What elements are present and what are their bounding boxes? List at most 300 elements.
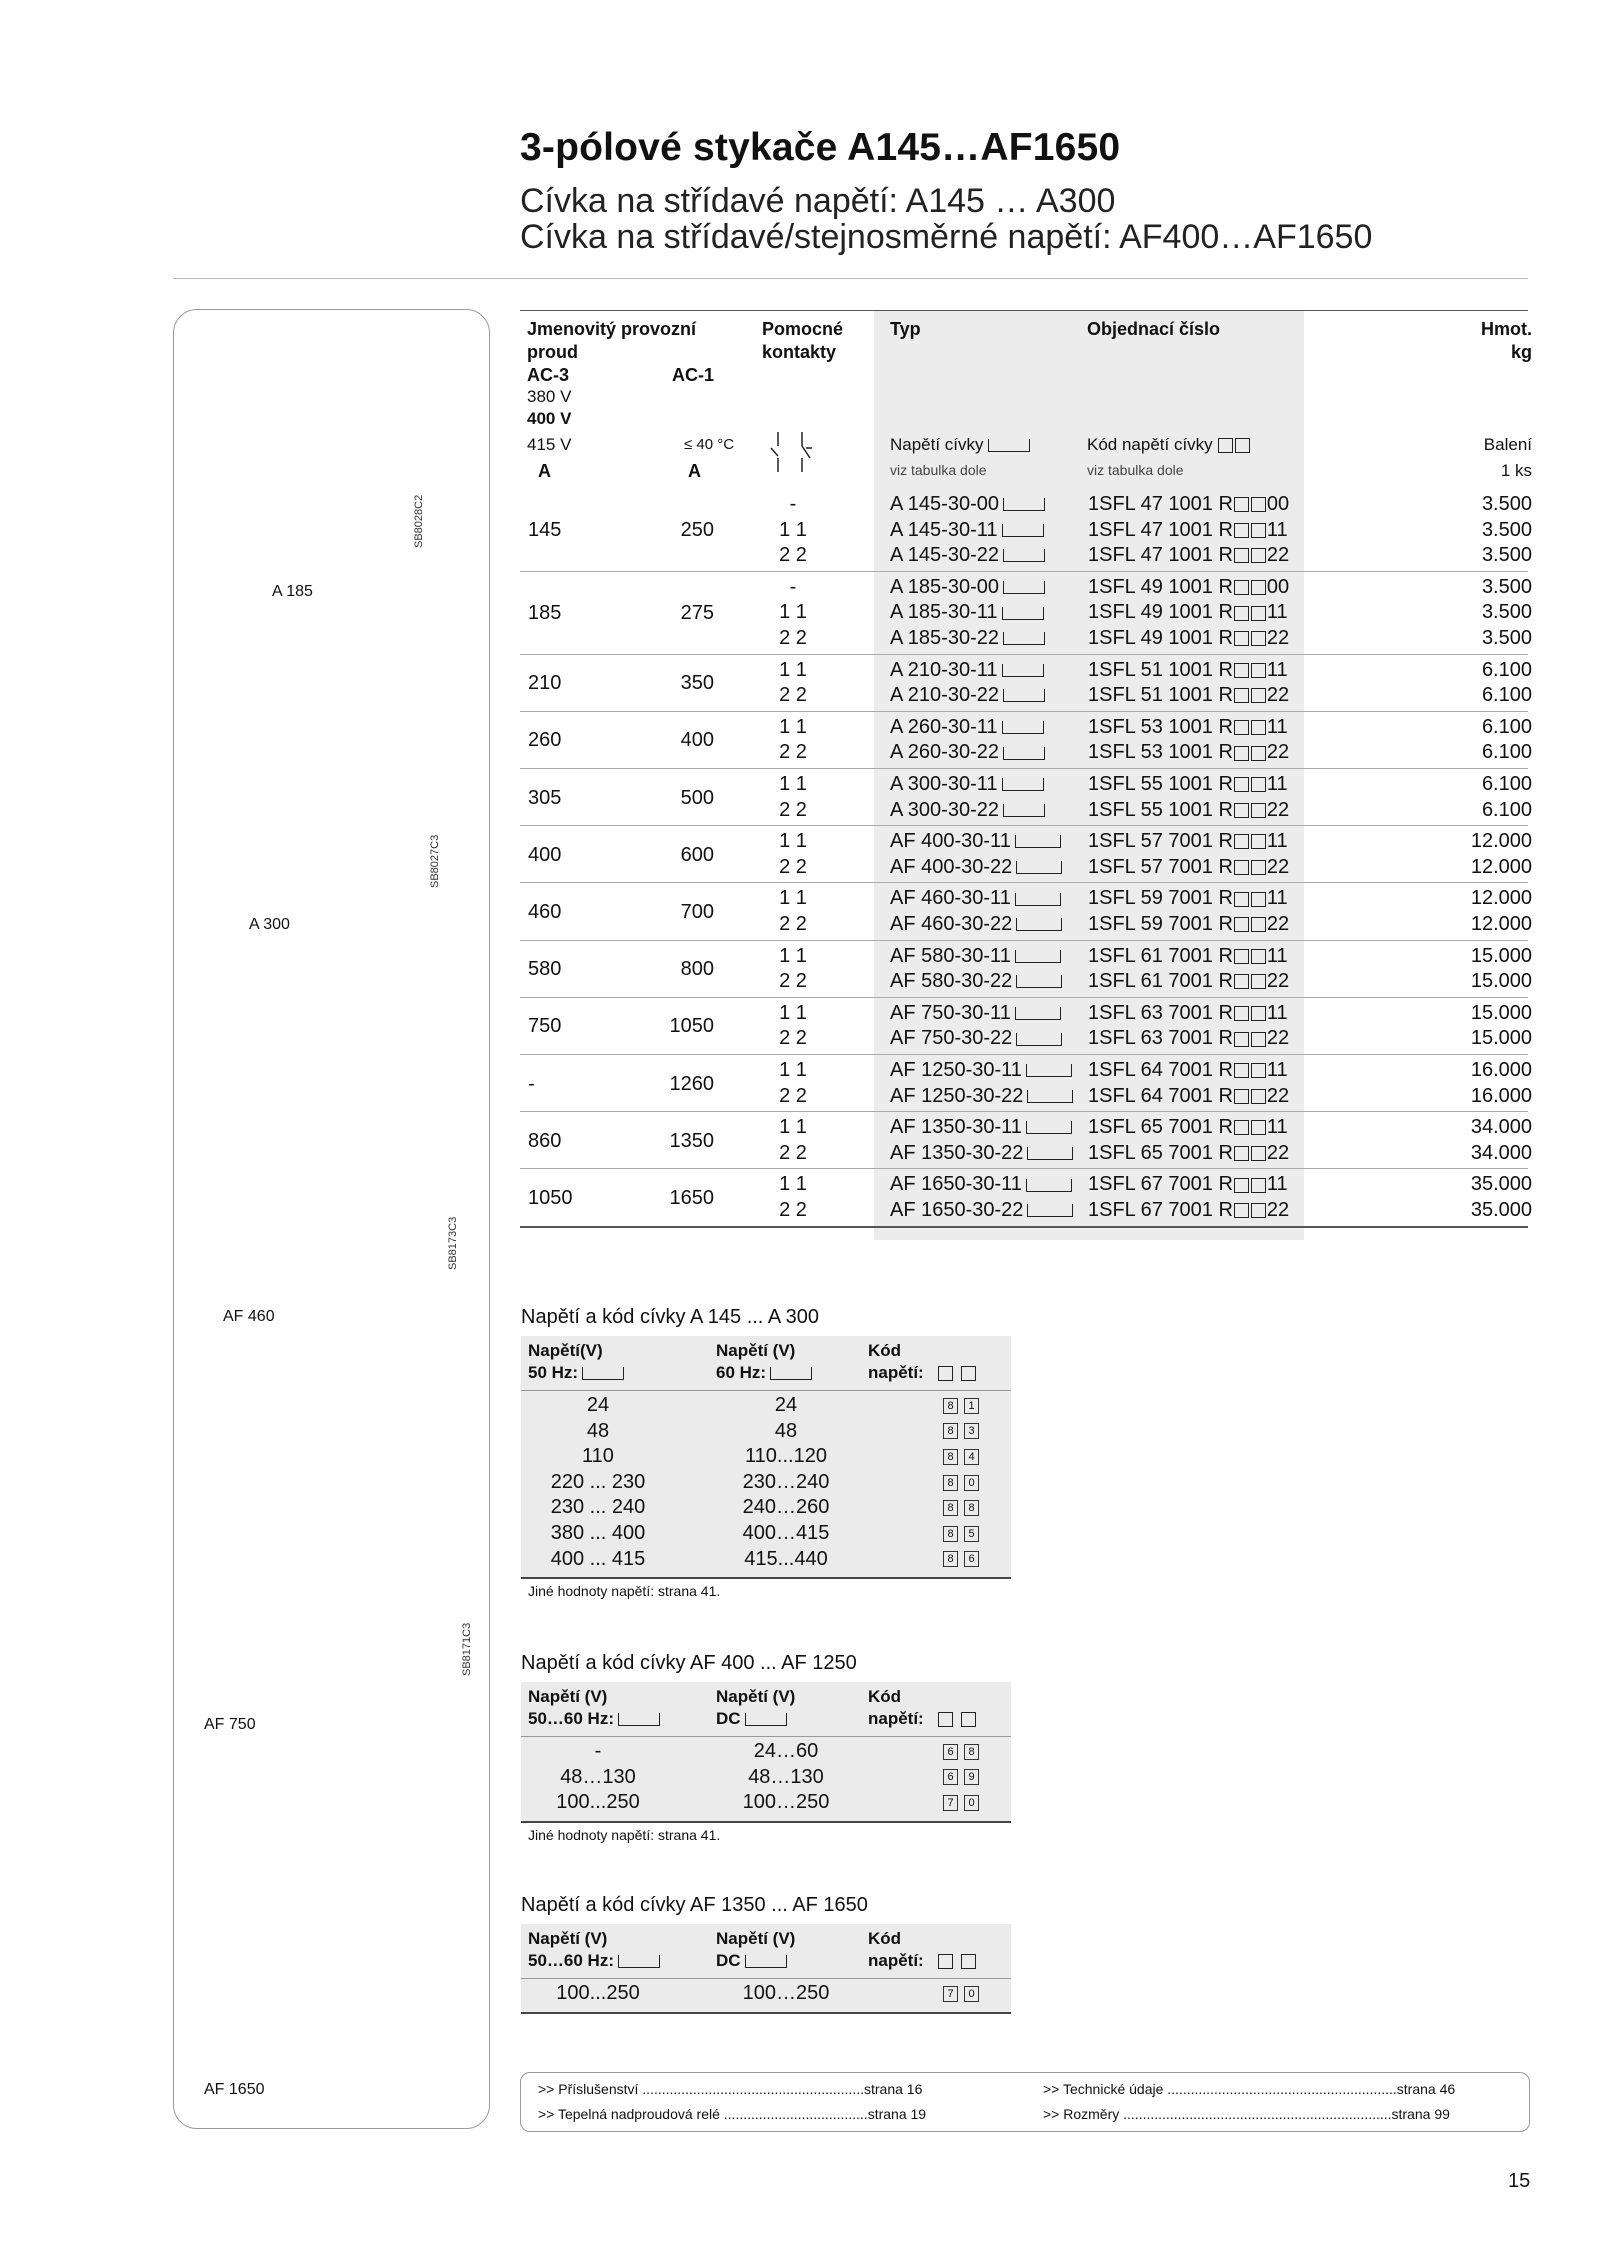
code-box-icon [1234, 631, 1249, 646]
code-box-icon [1251, 580, 1266, 595]
coil-hdr-code [868, 1686, 980, 1730]
coil-hdr-code-line2: napětí: [868, 1709, 924, 1728]
coil-code-digits [940, 1423, 982, 1441]
coil-code-digit: 0 [964, 1986, 979, 2002]
hdr-coil-voltage-label: Napětí cívky [890, 435, 984, 454]
coil-voltage-box-icon [1016, 918, 1062, 931]
order-suffix: 22 [1266, 684, 1290, 707]
hdr-unit-a: A [538, 461, 551, 481]
coil-table-header-rule [521, 1390, 1011, 1391]
coil-voltage-value: 100...250 [556, 1982, 640, 2004]
aux-contacts: 1 1 [779, 1116, 807, 1139]
coil-voltage-box-icon [1027, 1147, 1073, 1160]
order-suffix: 22 [1266, 913, 1290, 935]
order-suffix: 22 [1266, 855, 1290, 878]
coil-hdr-voltage1-line1: Napětí (V) [528, 1929, 608, 1948]
coil-code-digit: 8 [943, 1526, 958, 1542]
order-number [1088, 1116, 1288, 1139]
ref-accessories[interactable] [538, 2081, 922, 2097]
code-box-icon [1234, 523, 1249, 538]
weight-kg: 6.100 [1481, 773, 1532, 795]
aux-contacts: 1 1 [779, 658, 807, 681]
order-number [1088, 627, 1289, 650]
coil-voltage-box-icon [1003, 498, 1045, 511]
coil-code-digits [940, 1794, 982, 1812]
coil-voltage-box-icon [1002, 664, 1044, 677]
aux-contacts: 2 2 [779, 1027, 807, 1050]
order-number [1088, 716, 1288, 739]
code-box-icon [1251, 688, 1266, 703]
code-box-icon [938, 1366, 953, 1381]
coil-voltage-value: 24…60 [753, 1740, 819, 1762]
type-cell [890, 544, 1045, 567]
weight-kg: 35.000 [1470, 1173, 1532, 1196]
code-box-icon [1234, 746, 1249, 761]
code-box-icon [1234, 1120, 1249, 1135]
code-box-icon [1251, 720, 1266, 735]
ac3-current: 210 [528, 672, 562, 695]
weight-kg: 3.500 [1481, 518, 1532, 541]
hdr-aux2: kontakty [762, 342, 837, 362]
ac3-current: 1050 [528, 1187, 573, 1209]
coil-voltage-box-icon [1002, 778, 1044, 791]
coil-voltage-box-icon [1015, 893, 1061, 906]
product-label-a300: A 300 [249, 916, 290, 933]
coil-code-digits [940, 1743, 982, 1761]
coil-table-bottom-rule [521, 1821, 1011, 1823]
ref-dots: ..................................................................... [1123, 2106, 1392, 2122]
code-box-icon [938, 1712, 953, 1727]
coil-code-digit: 9 [964, 1769, 979, 1785]
order-prefix: 1SFL 64 7001 R [1088, 1084, 1233, 1107]
type-cell [890, 887, 1061, 910]
code-box-icon [961, 1366, 976, 1381]
code-box-icon [1234, 1146, 1249, 1161]
page-title: 3-pólové stykače A145…AF1650 [520, 126, 1121, 169]
coil-code-digit: 0 [964, 1475, 979, 1491]
hdr-rated-current [527, 318, 696, 364]
ac1-current: 1350 [669, 1129, 714, 1152]
ac3-current: 580 [528, 958, 562, 981]
code-box-icon [961, 1712, 976, 1727]
order-suffix: 11 [1266, 1001, 1288, 1024]
type-label: AF 580-30-11 [890, 944, 1011, 967]
order-suffix: 22 [1266, 741, 1290, 764]
coil-code-digits [940, 1397, 982, 1415]
ac3-current: 185 [528, 602, 562, 625]
weight-kg: 12.000 [1470, 913, 1532, 935]
group-divider [520, 654, 1528, 655]
order-number [1088, 799, 1289, 822]
ref-label: >> Příslušenství [538, 2081, 639, 2097]
group-divider [520, 711, 1528, 712]
coil-code-digit: 6 [943, 1769, 958, 1785]
hdr-pack-unit: 1 ks [1500, 461, 1532, 480]
aux-contacts: 2 2 [779, 1199, 807, 1221]
coil-hdr-voltage2-line2: DC [716, 1951, 741, 1970]
coil-hdr-voltage1-line2: 50…60 Hz: [528, 1709, 614, 1728]
weight-kg: 3.500 [1481, 493, 1532, 515]
ac3-current: - [528, 1072, 535, 1095]
coil-voltage-box-icon [1016, 1033, 1062, 1046]
order-number [1088, 773, 1288, 796]
coil-voltage-box-icon [1003, 581, 1045, 594]
coil-code-digits [940, 1499, 982, 1517]
product-label-a185: A 185 [272, 583, 313, 600]
code-box-icon [1251, 803, 1266, 818]
ac1-current: 275 [680, 602, 714, 625]
coil-voltage-value: 415...440 [744, 1547, 828, 1570]
coil-hdr-code-line1: Kód [868, 1687, 902, 1706]
weight-kg: 6.100 [1481, 658, 1532, 681]
code-box-icon [1234, 688, 1249, 703]
code-box-icon [1234, 949, 1249, 964]
coil-voltage-box-icon [1015, 1007, 1061, 1020]
order-prefix: 1SFL 59 7001 R [1088, 887, 1233, 910]
code-box-icon [1251, 1063, 1266, 1078]
weight-kg: 15.000 [1470, 944, 1532, 967]
order-prefix: 1SFL 49 1001 R [1088, 575, 1233, 598]
aux-contacts: 2 2 [779, 970, 807, 993]
order-suffix: 11 [1266, 601, 1288, 624]
photo-code: SB8171C3 [461, 1622, 473, 1676]
code-box-icon [1251, 1146, 1266, 1161]
order-suffix: 11 [1266, 715, 1288, 738]
coil-hdr-voltage2 [716, 1340, 812, 1384]
order-prefix: 1SFL 49 1001 R [1088, 627, 1233, 649]
order-number [1088, 970, 1289, 993]
coil-voltage-value: 100…250 [742, 1982, 830, 2004]
order-suffix: 11 [1266, 518, 1288, 541]
coil-code-digit: 8 [964, 1500, 979, 1516]
weight-kg: 12.000 [1470, 855, 1532, 878]
type-label: AF 1250-30-22 [890, 1084, 1024, 1107]
coil-voltage-box-icon [1026, 1121, 1072, 1134]
coil-voltage-box-icon [988, 439, 1030, 452]
ac3-current: 460 [528, 901, 562, 923]
coil-code-digit: 8 [943, 1449, 958, 1465]
order-prefix: 1SFL 47 1001 R [1088, 518, 1233, 541]
type-cell [890, 1059, 1072, 1082]
coil-voltage-box-icon [1027, 1090, 1073, 1103]
coil-hdr-voltage2-line1: Napětí (V) [716, 1687, 796, 1706]
order-number [1088, 1142, 1289, 1165]
aux-contacts: 1 1 [779, 830, 807, 853]
product-label-af750: AF 750 [204, 1716, 256, 1733]
code-box-icon [1251, 663, 1266, 678]
coil-table-bottom-rule [521, 2012, 1011, 2014]
coil-voltage-box-icon [1003, 632, 1045, 645]
order-prefix: 1SFL 49 1001 R [1088, 601, 1233, 624]
order-suffix: 00 [1266, 493, 1290, 515]
type-label: A 185-30-22 [890, 627, 999, 649]
coil-hdr-voltage1 [528, 1686, 660, 1730]
code-box-icon [1234, 777, 1249, 792]
order-number [1088, 945, 1288, 968]
aux-contacts: 2 2 [779, 684, 807, 707]
type-label: AF 1650-30-22 [890, 1199, 1024, 1221]
order-prefix: 1SFL 61 7001 R [1088, 970, 1233, 993]
type-label: A 145-30-00 [890, 493, 999, 515]
ref-dimensions[interactable] [1043, 2106, 1450, 2122]
coil-voltage-box-icon [770, 1367, 812, 1380]
order-number [1088, 493, 1289, 516]
order-number [1088, 1059, 1288, 1082]
coil-table-title: Napětí a kód cívky AF 400 ... AF 1250 [521, 1652, 857, 1674]
type-label: A 145-30-11 [890, 518, 998, 541]
hdr-type: Typ [890, 319, 921, 339]
order-prefix: 1SFL 65 7001 R [1088, 1116, 1233, 1139]
type-label: AF 750-30-22 [890, 1027, 1013, 1050]
hdr-coil-code-label: Kód napětí cívky [1087, 435, 1213, 454]
hdr-weight: Hmot. [1481, 319, 1532, 339]
coil-table-title: Napětí a kód cívky A 145 ... A 300 [521, 1306, 819, 1328]
code-box-icon [1234, 1006, 1249, 1021]
type-cell [890, 799, 1045, 822]
type-label: A 210-30-22 [890, 684, 999, 707]
coil-hdr-voltage1-line1: Napětí (V) [528, 1687, 608, 1706]
weight-kg: 34.000 [1470, 1116, 1532, 1139]
coil-voltage-value: 24 [774, 1394, 798, 1416]
coil-hdr-voltage2-line1: Napětí (V) [716, 1341, 796, 1360]
hdr-415v: 415 V [527, 435, 572, 454]
order-prefix: 1SFL 47 1001 R [1088, 544, 1233, 567]
coil-hdr-voltage1-line2: 50…60 Hz: [528, 1951, 614, 1970]
ac1-current: 700 [680, 901, 714, 923]
coil-code-digit: 4 [964, 1449, 979, 1465]
product-label-af460: AF 460 [223, 1308, 275, 1325]
code-box-icon [1251, 777, 1266, 792]
coil-code-digit: 0 [964, 1795, 979, 1811]
header-divider [173, 278, 1528, 279]
type-label: AF 400-30-22 [890, 855, 1013, 878]
order-suffix: 11 [1266, 1173, 1288, 1196]
type-label: AF 400-30-11 [890, 830, 1011, 853]
order-suffix: 11 [1266, 773, 1288, 795]
code-box-icon [1251, 917, 1266, 932]
coil-code-digit: 7 [943, 1795, 958, 1811]
order-number [1088, 544, 1289, 567]
aux-contacts: - [789, 493, 797, 515]
coil-hdr-voltage1-line1: Napětí(V) [528, 1341, 603, 1360]
hdr-proud: proud [527, 342, 578, 362]
coil-voltage-box-icon [745, 1955, 787, 1968]
coil-voltage-box-icon [1003, 804, 1045, 817]
coil-code-digit: 3 [964, 1423, 979, 1439]
order-suffix: 00 [1266, 575, 1290, 598]
coil-voltage-box-icon [1002, 524, 1044, 537]
type-cell [890, 1199, 1073, 1222]
type-cell [890, 1002, 1061, 1025]
group-divider [520, 1168, 1528, 1169]
coil-code-digits [940, 1985, 982, 2003]
ac1-current: 1260 [669, 1072, 714, 1095]
coil-code-digits [940, 1448, 982, 1466]
order-prefix: 1SFL 57 7001 R [1088, 855, 1233, 878]
group-divider [520, 997, 1528, 998]
hdr-see-table: viz tabulka dole [1087, 462, 1184, 478]
coil-voltage-box-icon [1026, 1064, 1072, 1077]
ac1-current: 600 [680, 843, 714, 866]
ac1-current: 250 [680, 519, 714, 542]
code-box-icon [938, 1954, 953, 1969]
type-label: A 300-30-22 [890, 798, 999, 821]
coil-code-digit: 8 [943, 1500, 958, 1516]
weight-kg: 34.000 [1470, 1141, 1532, 1164]
type-cell [890, 913, 1062, 936]
order-prefix: 1SFL 61 7001 R [1088, 944, 1233, 967]
aux-contacts: - [789, 575, 797, 598]
code-box-icon [1251, 1178, 1266, 1193]
coil-code-digits [940, 1474, 982, 1492]
weight-kg: 3.500 [1481, 627, 1532, 649]
coil-table-note: Jiné hodnoty napětí: strana 41. [528, 1826, 721, 1843]
aux-contacts: 1 1 [779, 1173, 807, 1196]
coil-voltage-value: 100…250 [742, 1791, 830, 1814]
coil-code-digit: 1 [964, 1398, 979, 1414]
type-label: A 185-30-00 [890, 575, 999, 598]
aux-contacts: 1 1 [779, 601, 807, 624]
ref-dots: ......................................................... [642, 2081, 864, 2097]
code-box-icon [1235, 438, 1250, 453]
order-prefix: 1SFL 51 1001 R [1088, 684, 1233, 707]
page-subtitle-ac: Cívka na střídavé napětí: A145 … A300 [520, 182, 1116, 220]
weight-kg: 12.000 [1470, 830, 1532, 853]
order-suffix: 22 [1266, 1141, 1290, 1164]
ref-technical-data[interactable] [1043, 2081, 1455, 2097]
order-prefix: 1SFL 55 1001 R [1088, 798, 1233, 821]
coil-hdr-voltage2 [716, 1686, 795, 1730]
hdr-ac3: AC-3 [527, 365, 570, 385]
ref-label: >> Technické údaje [1043, 2081, 1164, 2097]
code-box-icon [1234, 720, 1249, 735]
aux-contacts: 2 2 [779, 913, 807, 935]
hdr-see-table: viz tabulka dole [890, 462, 987, 478]
order-number [1088, 659, 1288, 682]
order-number [1088, 684, 1289, 707]
hdr-temp: ≤ 40 °C [684, 436, 735, 453]
order-number [1088, 576, 1289, 599]
coil-voltage-value: 230 ... 240 [550, 1496, 646, 1519]
coil-table-bottom-rule [521, 1577, 1011, 1579]
aux-contacts: 1 1 [779, 887, 807, 910]
ac1-current: 800 [680, 958, 714, 981]
coil-voltage-box-icon [1027, 1204, 1073, 1217]
code-box-icon [1251, 1089, 1266, 1104]
type-label: A 260-30-11 [890, 715, 998, 738]
coil-hdr-code-line1: Kód [868, 1341, 902, 1360]
coil-code-digit: 8 [943, 1398, 958, 1414]
group-divider [520, 1111, 1528, 1112]
code-box-icon [1234, 663, 1249, 678]
group-divider [520, 768, 1528, 769]
coil-voltage-value: 220 ... 230 [550, 1470, 646, 1493]
order-number [1088, 1027, 1289, 1050]
coil-voltage-value: 230…240 [742, 1470, 830, 1493]
ref-label: >> Tepelná nadproudová relé [538, 2106, 720, 2122]
coil-voltage-value: 48…130 [748, 1765, 824, 1788]
coil-voltage-box-icon [1002, 607, 1044, 620]
type-cell [890, 830, 1061, 853]
weight-kg: 15.000 [1470, 1027, 1532, 1050]
hdr-aux: Pomocné [762, 319, 844, 339]
order-number [1088, 1199, 1289, 1222]
ref-page: strana 46 [1396, 2081, 1456, 2097]
type-cell [890, 601, 1044, 624]
order-suffix: 22 [1266, 627, 1290, 649]
code-box-icon [1251, 523, 1266, 538]
coil-voltage-box-icon [1026, 1179, 1072, 1192]
code-box-icon [1234, 917, 1249, 932]
code-box-icon [1218, 438, 1233, 453]
order-prefix: 1SFL 67 7001 R [1088, 1173, 1233, 1196]
coil-voltage-box-icon [1003, 549, 1045, 562]
code-box-icon [1234, 974, 1249, 989]
coil-voltage-box-icon [1003, 689, 1045, 702]
coil-voltage-value: 110 [582, 1445, 614, 1468]
ac3-current: 400 [528, 843, 562, 866]
order-prefix: 1SFL 51 1001 R [1088, 658, 1233, 681]
code-box-icon [1234, 803, 1249, 818]
order-prefix: 1SFL 63 7001 R [1088, 1001, 1233, 1024]
order-prefix: 1SFL 47 1001 R [1088, 493, 1233, 515]
coil-hdr-voltage2-line2: DC [716, 1709, 741, 1728]
coil-code-digit: 8 [943, 1475, 958, 1491]
order-number [1088, 1002, 1288, 1025]
coil-code-digits [940, 1525, 982, 1543]
type-label: AF 1250-30-11 [890, 1059, 1022, 1081]
ref-thermal-relay[interactable] [538, 2106, 926, 2122]
code-box-icon [1251, 834, 1266, 849]
type-cell [890, 519, 1044, 542]
code-box-icon [1234, 892, 1249, 907]
ref-label: >> Rozměry [1043, 2106, 1120, 2122]
order-suffix: 11 [1266, 1059, 1288, 1081]
order-prefix: 1SFL 53 1001 R [1088, 741, 1233, 764]
code-box-icon [1234, 834, 1249, 849]
coil-code-digit: 8 [943, 1551, 958, 1567]
group-divider [520, 825, 1528, 826]
ref-page: strana 19 [867, 2106, 927, 2122]
ac1-current: 400 [680, 729, 714, 752]
product-label-af1650: AF 1650 [204, 2081, 265, 2098]
coil-hdr-voltage1 [528, 1928, 660, 1972]
coil-table-header-rule [521, 1978, 1011, 1979]
hdr-380v: 380 V [527, 387, 572, 406]
coil-code-digit: 6 [964, 1551, 979, 1567]
aux-contacts: 1 1 [779, 518, 807, 541]
coil-hdr-voltage2-line1: Napětí (V) [716, 1929, 796, 1948]
type-label: AF 460-30-11 [890, 887, 1011, 910]
code-box-icon [1251, 631, 1266, 646]
order-number [1088, 856, 1289, 879]
hdr-coil-code [1087, 434, 1251, 456]
coil-hdr-voltage2-line2: 60 Hz: [716, 1363, 767, 1382]
hdr-rated: Jmenovitý provozní [527, 319, 697, 339]
weight-kg: 16.000 [1470, 1084, 1532, 1107]
type-cell [890, 627, 1045, 650]
order-suffix: 11 [1266, 887, 1288, 910]
weight-kg: 35.000 [1470, 1199, 1532, 1221]
weight-kg: 6.100 [1481, 741, 1532, 764]
coil-table-title: Napětí a kód cívky AF 1350 ... AF 1650 [521, 1894, 868, 1916]
order-suffix: 11 [1266, 1116, 1288, 1139]
hdr-ac1: AC-1 [672, 365, 715, 385]
coil-voltage-box-icon [1003, 747, 1045, 760]
code-box-icon [1251, 860, 1266, 875]
coil-voltage-value: 400…415 [742, 1522, 830, 1544]
type-cell [890, 1173, 1072, 1196]
